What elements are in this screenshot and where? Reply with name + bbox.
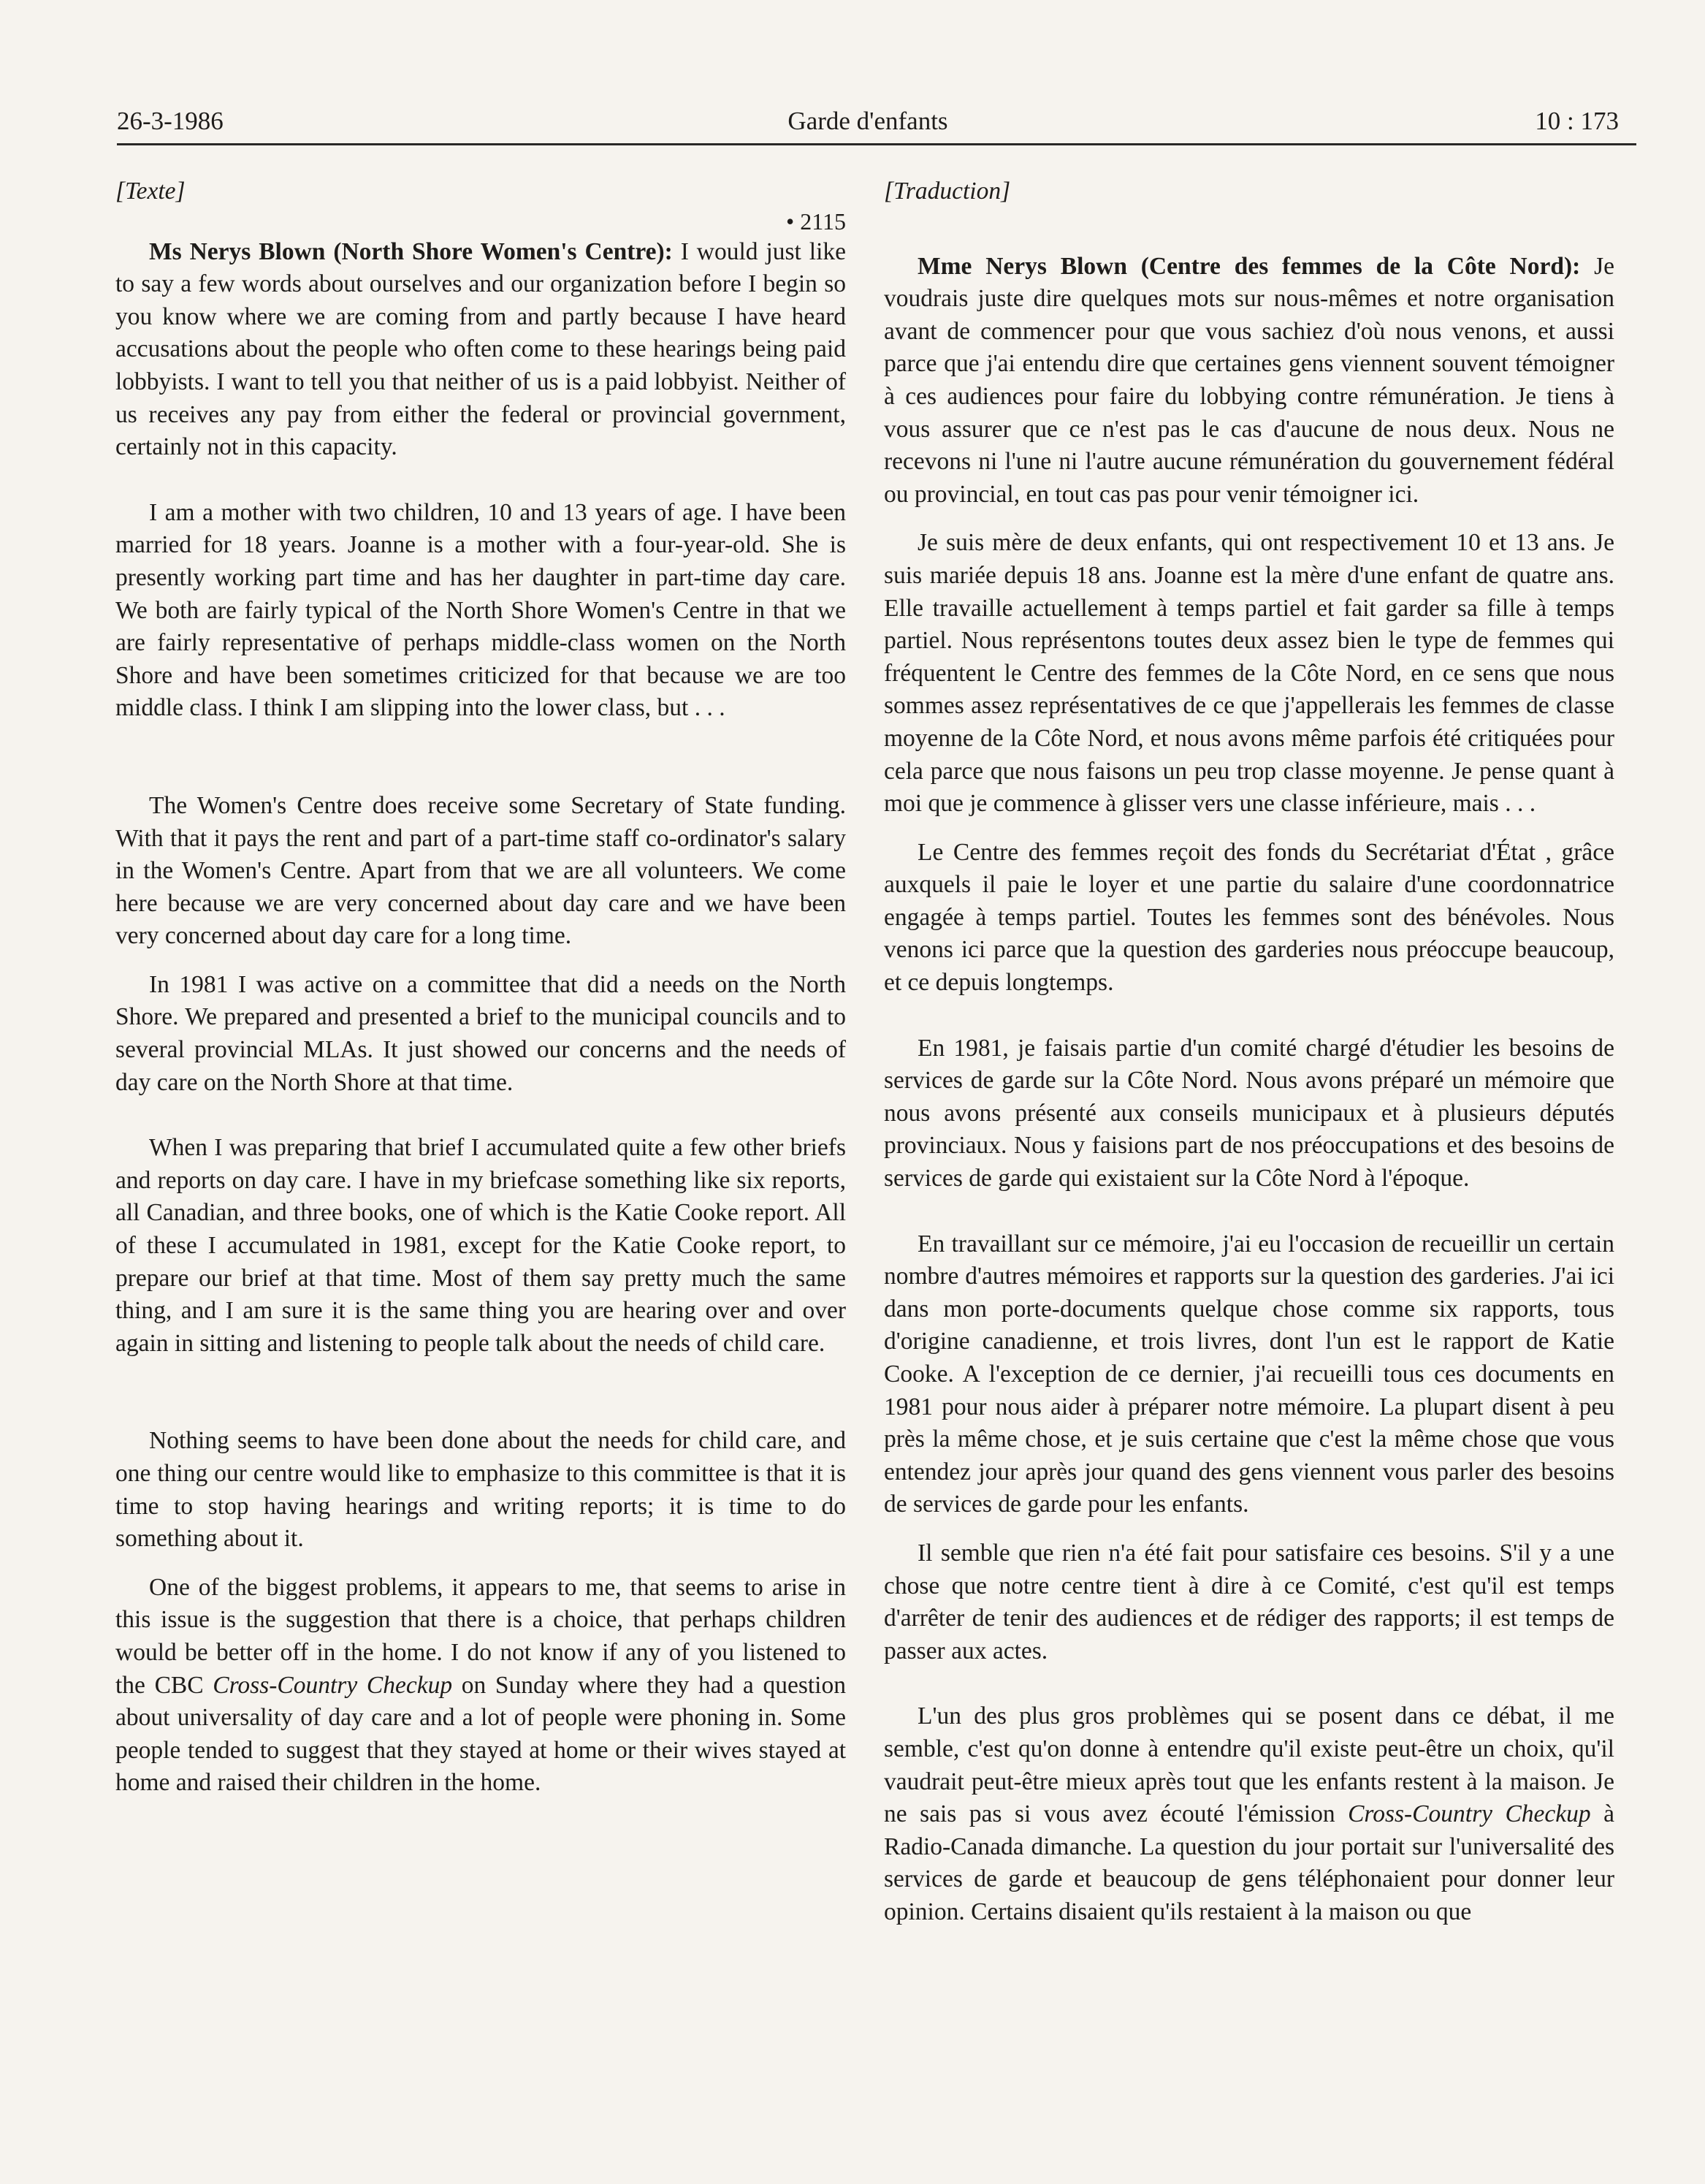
column-label: [Traduction] [884, 178, 1011, 205]
program-title: Cross-Country Checkup [213, 1671, 453, 1699]
paragraph [884, 251, 1614, 511]
french-column [884, 175, 1614, 1929]
paragraph: En 1981, je faisais partie d'un comité chargé d'étudier les besoins de services de garde sur la Côte Nord. Nous avons préparé un mémoire que nous avons présenté aux conseils municipaux et à plusieurs députés provinciaux. Nous y faisions part de nos préoccupations et des besoins de services de garde qui existaient sur la Côte Nord à l'époque. [884, 1034, 1614, 1192]
header-page-number: 10 : 173 [1535, 107, 1619, 135]
paragraph: In 1981 I was active on a committee that did a needs on the North Shore. We prepared and presented a brief to the municipal councils and to several provincial MLAs. It just showed our concerns and the needs of day care on the North Shore at that time. [115, 970, 846, 1096]
program-title: Cross-Country Checkup [1348, 1800, 1591, 1828]
header-title: Garde d'enfants [787, 107, 948, 135]
paragraph: Je suis mère de deux enfants, qui ont respectivement 10 et 13 ans. Je suis mariée depuis 18 ans. Joanne est la mère d'une enfant de quatre ans. Elle travaille actuellement à temps partiel et fait garder sa fille à temps partiel. Nous représentons toutes deux assez bien le type de femmes qui fréquentent le Centre des femmes de la Côte Nord, en ce sens que nous sommes assez représentatives de ce que j'appellerais les femmes de classe moyenne de la Côte Nord, et nous avons même parfois été critiquées pour cela parce que nous faisons un peu trop classe moyenne. Je pense quant à moi que je commence à glisser vers une classe inférieure, mais . . . [884, 529, 1614, 818]
column-label: [Texte] [115, 178, 186, 205]
paragraph-text: L'un des plus gros problèmes qui se posent dans ce débat, il me semble, c'est qu'on donne à entendre qu'il existe peut-être un choix, qu'il vaudrait peut-être mieux après tout que les enfants restent à la maison. Je ne sais pas si vous avez écouté l'émission [884, 1702, 1614, 1828]
paragraph: En travaillant sur ce mémoire, j'ai eu l'occasion de recueillir un certain nombre d'autres mémoires et rapports sur la question des garderies. J'ai ici dans mon porte-documents quelque chose comme six rapports, tous d'origine canadienne, et trois livres, dont l'un est le rapport de Katie Cooke. A l'exception de ce dernier, j'ai recueilli tous ces documents en 1981 pour nous aider à préparer notre mémoire. La plupart disent à peu près la même chose, et je suis certaine que c'est la même chose que vous entendez jour après jour quand des gens viennent vous parler des besoins de services de garde pour les enfants. [884, 1230, 1614, 1518]
time-marker: • 2115 [785, 208, 846, 235]
paragraph [115, 236, 846, 464]
speaker-name: Mme Nerys Blown (Centre des femmes de la Côte Nord): [918, 252, 1581, 280]
paragraph: When I was preparing that brief I accumulated quite a few other briefs and reports on day care. I have in my briefcase something like six reports, all Canadian, and three books, one of which is the Katie Cooke report. All of these I accumulated in 1981, except for the Katie Cooke report, to prepare our brief at that time. Most of them say pretty much the same thing, and I am sure it is the same thing you are hearing over and over again in sitting and listening to people talk about the needs of child care. [115, 1134, 846, 1357]
english-column [115, 175, 846, 1800]
paragraph: The Women's Centre does receive some Secretary of State funding. With that it pays the rent and part of a part-time staff co-ordinator's salary in the Women's Centre. Apart from that we are all volunteers. We come here because we are very concerned about day care and we have been very concerned about day care for a long time. [115, 791, 846, 950]
paragraph: Nothing seems to have been done about the needs for child care, and one thing our centre would like to emphasize to this committee is that it is time to stop having hearings and writing reports; it is time to do something about it. [115, 1427, 846, 1553]
paragraph-text: I would just like to say a few words about ourselves and our organization before I begin so you know where we are coming from and partly because I have heard accusations about the people who often come to these hearings being paid lobbyists. I want to tell you that neither of us is a paid lobbyist. Neither of us receives any pay from either the federal or provincial government, certainly not in this capacity. [115, 237, 846, 461]
speaker-name: Ms Nerys Blown (North Shore Women's Centre): [149, 237, 673, 265]
paragraph-text: Je voudrais juste dire quelques mots sur nous-mêmes et notre organisation avant de commencer pour que vous sachiez d'où nous venons, et aussi parce que j'ai entendu dire que certaines gens viennent souvent témoigner à ces audiences pour faire du lobbying contre rémunération. Je tiens à vous assurer que ce n'est pas le cas d'aucune de nous deux. Nous ne recevons ni l'une ni l'autre aucune rémunération du gouvernement fédéral ou provincial, en tout cas pas pour venir témoigner ici. [884, 252, 1615, 508]
paragraph: Le Centre des femmes reçoit des fonds du Secrétariat d'État , grâce auxquels il paie le loyer et une partie du salaire d'une coordonnatrice engagée à temps partiel. Toutes les femmes sont des bénévoles. Nous venons ici parce que la question des garderies nous préoccupe beaucoup, et ce depuis longtemps. [884, 838, 1614, 997]
page-header [117, 102, 1619, 143]
paragraph-text: on Sunday where they had a question about universality of day care and a lot of people were phoning in. Some people tended to suggest that they stayed at home or their wives stayed at home and raised their children in the home. [115, 1671, 846, 1797]
paragraph [115, 1572, 846, 1800]
paragraph-text: One of the biggest problems, it appears to me, that seems to arise in this issue is the suggestion that there is a choice, that perhaps children would be better off in the home. I do not know if any of you listened to the CBC [115, 1573, 846, 1699]
paragraph: I am a mother with two children, 10 and 13 years of age. I have been married for 18 years. Joanne is a mother with a four-year-old. She is presently working part time and has her daughter in part-time day care. We both are fairly typical of the North Shore Women's Centre in that we are fairly representative of perhaps middle-class women on the North Shore and have been sometimes criticized for that because we are too middle class. I think I am slipping into the lower class, but . . . [115, 498, 846, 722]
header-date: 26-3-1986 [117, 107, 224, 135]
paragraph [884, 1700, 1614, 1928]
paragraph-text: à Radio-Canada dimanche. La question du jour portait sur l'universalité des services de garde et beaucoup de gens téléphonaient pour donner leur opinion. Certains disaient qu'ils restaient à la maison ou que [884, 1800, 1614, 1925]
header-rule [117, 143, 1636, 145]
paragraph: Il semble que rien n'a été fait pour satisfaire ces besoins. S'il y a une chose que notre centre tient à dire à ce Comité, c'est qu'il est temps d'arrêter de tenir des audiences et de rédiger des rapports; il est temps de passer aux actes. [884, 1539, 1614, 1664]
